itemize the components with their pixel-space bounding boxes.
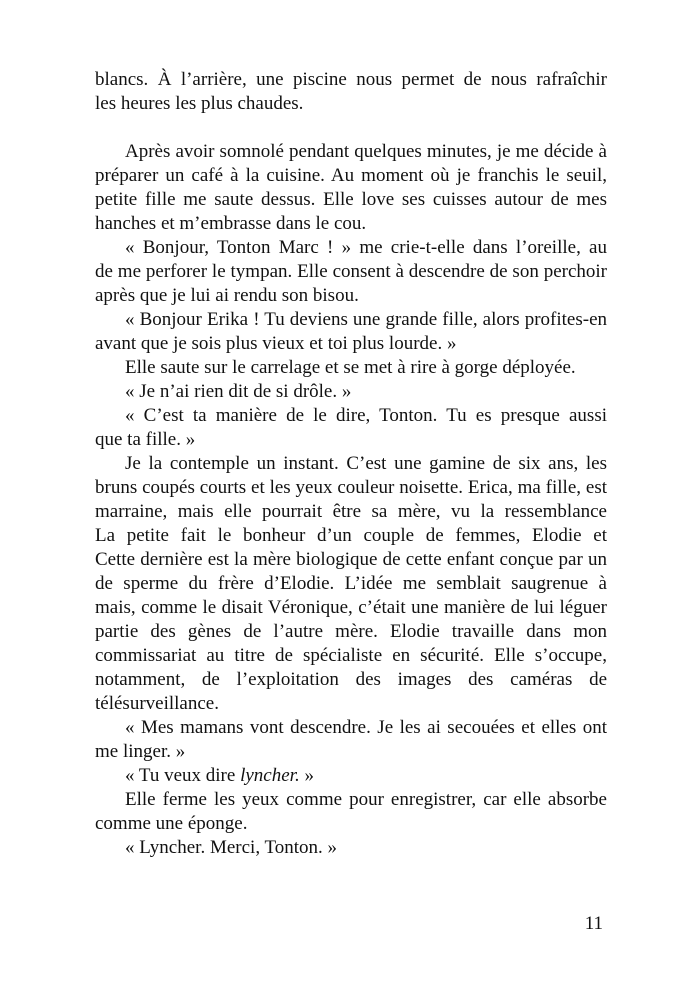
text-line: notamment, de l’exploitation des images des caméras de (95, 669, 607, 690)
text-line: télésurveillance. (95, 693, 219, 714)
text-line: « Bonjour, Tonton Marc ! » me crie-t-elle dans l’oreille, au (125, 237, 607, 258)
text-line: petite fille me saute dessus. Elle love ses cuisses autour de mes (95, 189, 607, 210)
page-body (95, 68, 607, 860)
paragraph (95, 404, 607, 452)
text-line: Elle ferme les yeux comme pour enregistrer, car elle absorbe (125, 789, 607, 810)
text-line: Elle saute sur le carrelage et se met à rire à gorge déployée. (125, 357, 576, 378)
text-line: « Bonjour Erika ! Tu deviens une grande fille, alors profites-en (125, 309, 607, 330)
paragraph (95, 716, 607, 764)
text-line: « Mes mamans vont descendre. Je les ai secouées et elles ont (125, 717, 607, 738)
text-line: bruns coupés courts et les yeux couleur noisette. Erica, ma fille, est (95, 477, 607, 498)
text-line: après que je lui ai rendu son bisou. (95, 285, 359, 306)
text-line: Cette dernière est la mère biologique de cette enfant conçue par un (95, 549, 607, 570)
text-line: Je la contemple un instant. C’est une gamine de six ans, les (125, 453, 607, 474)
text-line: avant que je sois plus vieux et toi plus lourde. » (95, 333, 457, 354)
paragraph (95, 308, 607, 356)
italic-word: lyncher. (240, 765, 300, 786)
paragraph (95, 380, 607, 404)
text-line: marraine, mais elle pourrait être sa mère, vu la ressemblance (95, 501, 607, 522)
paragraph (95, 356, 607, 380)
paragraph (95, 236, 607, 308)
text-line: mais, comme le disait Véronique, c’était une manière de lui léguer (95, 597, 607, 618)
text-line: hanches et m’embrasse dans le cou. (95, 213, 367, 234)
page-number: 11 (584, 913, 603, 934)
text-line: La petite fait le bonheur d’un couple de femmes, Elodie et (95, 525, 607, 546)
text-line: « C’est ta manière de le dire, Tonton. Tu es presque aussi (125, 405, 607, 426)
paragraph (95, 788, 607, 836)
text-line: partie des gènes de l’autre mère. Elodie travaille dans mon (95, 621, 607, 642)
text-line: « Je n’ai rien dit de si drôle. » (125, 381, 352, 402)
text-line: comme une éponge. (95, 813, 248, 834)
paragraph (95, 764, 607, 788)
paragraph (95, 140, 607, 236)
text-line: de sperme du frère d’Elodie. L’idée me semblait saugrenue à (95, 573, 607, 594)
text-line: blancs. À l’arrière, une piscine nous permet de nous rafraîchir (95, 69, 607, 90)
paragraph (95, 452, 607, 716)
text-line: que ta fille. » (95, 429, 196, 450)
text-line: « Lyncher. Merci, Tonton. » (125, 837, 338, 858)
paragraph (95, 68, 607, 116)
paragraph (95, 836, 607, 860)
text-line: commissariat au titre de spécialiste en sécurité. Elle s’occupe, (95, 645, 607, 666)
text-line: Après avoir somnolé pendant quelques minutes, je me décide à (125, 141, 607, 162)
text-line: les heures les plus chaudes. (95, 93, 304, 114)
text-line: préparer un café à la cuisine. Au moment où je franchis le seuil, (95, 165, 607, 186)
text-line: de me perforer le tympan. Elle consent à descendre de son perchoir (95, 261, 607, 282)
text-line: me linger. » (95, 741, 186, 762)
text-line: « Tu veux dire lyncher. » (125, 765, 314, 786)
